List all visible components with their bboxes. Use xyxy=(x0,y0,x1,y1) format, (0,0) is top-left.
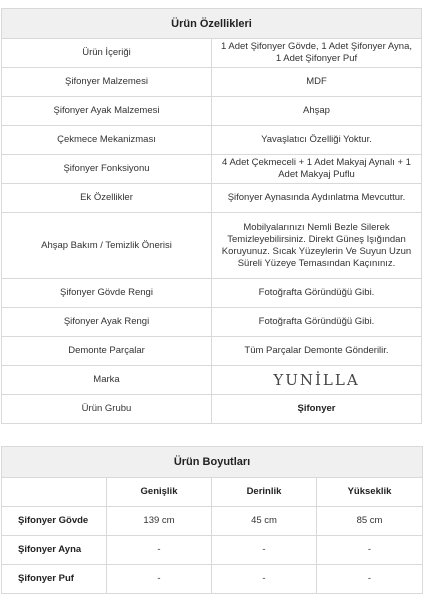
feature-value: Ahşap xyxy=(212,97,422,126)
feature-value: 4 Adet Çekmeceli + 1 Adet Makyaj Aynalı + 1 Adet Makyaj Puflu xyxy=(212,155,422,184)
product-dimensions-table xyxy=(1,446,423,594)
column-header-width: Genişlik xyxy=(107,478,212,507)
feature-value: Yavaşlatıcı Özelliği Yoktur. xyxy=(212,126,422,155)
dimension-corner-cell xyxy=(2,478,107,507)
column-header-height: Yükseklik xyxy=(317,478,423,507)
brand-logo: YUNİLLA xyxy=(212,366,422,395)
dimension-cell: - xyxy=(107,565,212,594)
feature-label: Ürün Grubu xyxy=(2,395,212,424)
feature-label: Ek Özellikler xyxy=(2,184,212,213)
feature-value: Tüm Parçalar Demonte Gönderilir. xyxy=(212,337,422,366)
dimension-cell: - xyxy=(212,536,317,565)
feature-label: Demonte Parçalar xyxy=(2,337,212,366)
row-header-body: Şifonyer Gövde xyxy=(2,507,107,536)
feature-label: Ürün İçeriği xyxy=(2,39,212,68)
dimension-cell: - xyxy=(212,565,317,594)
feature-label: Şifonyer Ayak Rengi xyxy=(2,308,212,337)
feature-label: Şifonyer Gövde Rengi xyxy=(2,279,212,308)
feature-value: 1 Adet Şifonyer Gövde, 1 Adet Şifonyer Ayna, 1 Adet Şifonyer Puf xyxy=(212,39,422,68)
dimensions-title: Ürün Boyutları xyxy=(2,447,423,478)
feature-value: Mobilyalarınızı Nemli Bezle Silerek Temizleyebilirsiniz. Direkt Güneş Işığından Koruyunuz. Sıcak Yüzeylerin Ve Suyun Uzun Süreli Yüzeye Temasından Kaçınınız. xyxy=(212,213,422,279)
feature-value: Fotoğrafta Göründüğü Gibi. xyxy=(212,308,422,337)
feature-value: Fotoğrafta Göründüğü Gibi. xyxy=(212,279,422,308)
feature-value: MDF xyxy=(212,68,422,97)
feature-label: Şifonyer Malzemesi xyxy=(2,68,212,97)
row-header-pouf: Şifonyer Puf xyxy=(2,565,107,594)
dimension-cell: - xyxy=(107,536,212,565)
dimension-cell: 85 cm xyxy=(317,507,423,536)
product-features-table xyxy=(1,8,422,424)
feature-label: Şifonyer Ayak Malzemesi xyxy=(2,97,212,126)
dimension-cell: 45 cm xyxy=(212,507,317,536)
dimension-cell: 139 cm xyxy=(107,507,212,536)
dimension-cell: - xyxy=(317,536,423,565)
column-header-depth: Derinlik xyxy=(212,478,317,507)
row-header-mirror: Şifonyer Ayna xyxy=(2,536,107,565)
dimension-cell: - xyxy=(317,565,423,594)
feature-value: Şifonyer xyxy=(212,395,422,424)
feature-value: Şifonyer Aynasında Aydınlatma Mevcuttur. xyxy=(212,184,422,213)
feature-label: Marka xyxy=(2,366,212,395)
feature-label: Şifonyer Fonksiyonu xyxy=(2,155,212,184)
features-title: Ürün Özellikleri xyxy=(2,9,422,39)
feature-label: Çekmece Mekanizması xyxy=(2,126,212,155)
feature-label: Ahşap Bakım / Temizlik Önerisi xyxy=(2,213,212,279)
